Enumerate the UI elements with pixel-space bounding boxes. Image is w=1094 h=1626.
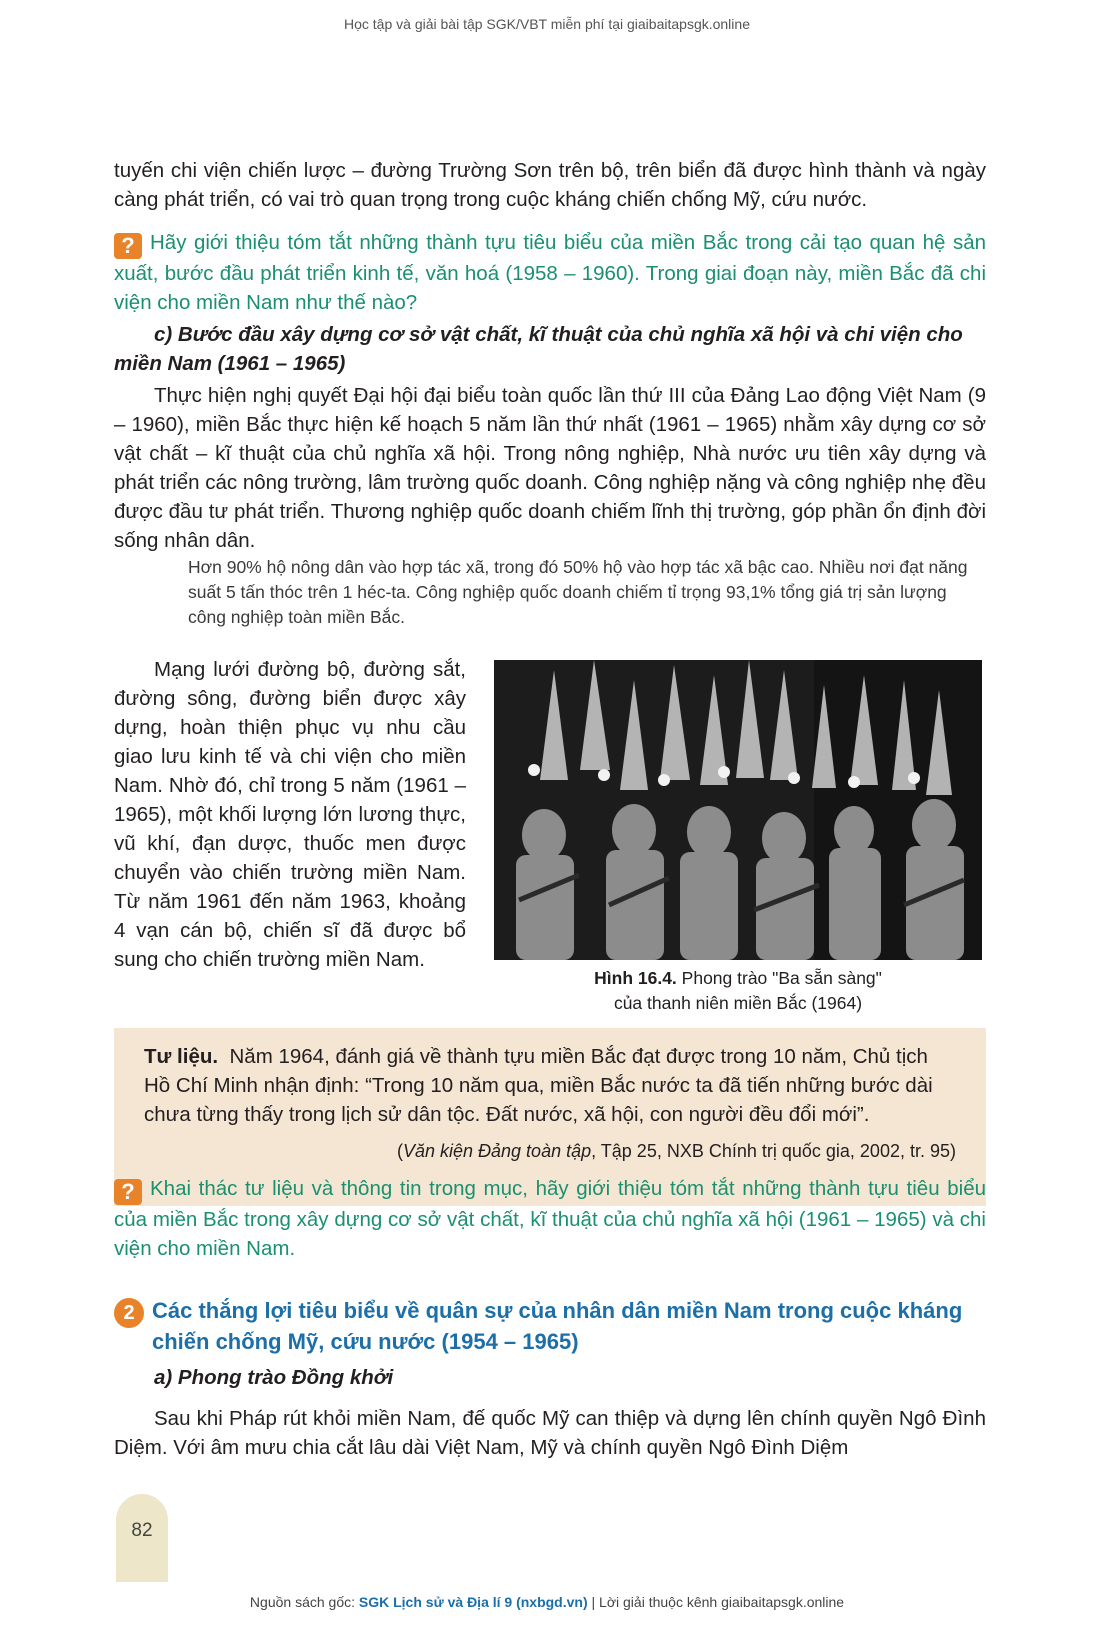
tu-lieu-text (144, 1042, 956, 1129)
question-2 (114, 1174, 986, 1263)
paragraph-a1: Sau khi Pháp rút khỏi miền Nam, đế quốc Mỹ can thiệp và dựng lên chính quyền Ngô Đình Diệm. Với âm mưu chia cắt lâu dài Việt Nam, Mỹ và chính quyền Ngô Đình Diệm (114, 1407, 986, 1459)
figure-caption-1: Phong trào "Ba sẵn sàng" (681, 968, 882, 988)
question-1 (114, 228, 986, 317)
subheading-c: c) Bước đầu xây dựng cơ sở vật chất, kĩ thuật của chủ nghĩa xã hội và chi viện cho miền Nam (1961 – 1965) (114, 323, 963, 375)
section-number: 2 (114, 1298, 144, 1328)
photo-ba-san-sang (494, 660, 982, 960)
question-icon: ? (114, 1179, 142, 1205)
photo-illustration (494, 660, 982, 960)
figure-caption (494, 966, 982, 1016)
statistics-note: Hơn 90% hộ nông dân vào hợp tác xã, trong đó 50% hộ vào hợp tác xã bậc cao. Nhiều nơi đạt năng suất 5 tấn thóc trên 1 héc-ta. Công nghiệp quốc doanh chiếm tỉ trọng 93,1% tổng giá trị sản lượng công nghiệp toàn miền Bắc. (188, 557, 968, 627)
tu-lieu-quote: Năm 1964, đánh giá về thành tựu miền Bắc đạt được trong 10 năm, Chủ tịch Hồ Chí Minh nhận định: “Trong 10 năm qua, miền Bắc nước ta đã tiến những bước dài chưa từng thấy trong lịch sử dân tộc. Đất nước, xã hội, con người đều đổi mới”. (144, 1045, 933, 1126)
page-footer: Nguồn sách gốc: SGK Lịch sử và Địa lí 9 (nxbgd.vn) | Lời giải thuộc kênh giaibaitapsgk.online (249, 1594, 845, 1610)
tu-lieu-source: (Văn kiện Đảng toàn tập, Tập 25, NXB Chính trị quốc gia, 2002, tr. 95) (396, 1141, 956, 1161)
question-icon: ? (114, 233, 142, 259)
paragraph-c1: Thực hiện nghị quyết Đại hội đại biểu toàn quốc lần thứ III của Đảng Lao động Việt Nam (9 – 1960), miền Bắc thực hiện kế hoạch 5 năm lần thứ nhất (1961 – 1965) nhằm xây dựng cơ sở vật chất – kĩ thuật của chủ nghĩa xã hội. Trong nông nghiệp, Nhà nước ưu tiên xây dựng và phát triển các nông trường, lâm trường quốc doanh. Công nghiệp nặng và công nghiệp nhẹ đều được đầu tư phát triển. Thương nghiệp quốc doanh chiếm lĩnh thị trường, góp phần ổn định đời sống nhân dân. (114, 384, 986, 552)
section-2-title: Các thắng lợi tiêu biểu về quân sự của nhân dân miền Nam trong cuộc kháng chiến chống Mỹ, cứu nước (1954 – 1965) (152, 1298, 963, 1354)
paragraph-c2: Mạng lưới đường bộ, đường sắt, đường sông, đường biển được xây dựng, hoàn thiện phục vụ nhu cầu giao lưu kinh tế và chi viện cho miền Nam. Nhờ đó, chỉ trong 5 năm (1961 – 1965), một khối lượng lớn lương thực, vũ khí, đạn dược, thuốc men được chuyển vào chiến trường miền Nam. Từ năm 1961 đến năm 1963, khoảng 4 vạn cán bộ, chiến sĩ đã được bổ sung cho chiến trường miền Nam. (114, 658, 466, 971)
page-number-tab (116, 1494, 168, 1582)
footer-book-link[interactable]: SGK Lịch sử và Địa lí 9 (nxbgd.vn) (358, 1594, 588, 1610)
intro-paragraph: tuyến chi viện chiến lược – đường Trường Sơn trên bộ, trên biển đã được hình thành và ngày càng phát triển, có vai trò quan trọng trong cuộc kháng chiến chống Mỹ, cứu nước. (114, 159, 986, 211)
figure-label: Hình 16.4. (594, 968, 677, 988)
tu-lieu-label: Tư liệu. (144, 1045, 219, 1068)
subheading-a: a) Phong trào Đồng khởi (154, 1366, 394, 1389)
page-header: Học tập và giải bài tập SGK/VBT miễn phí tại giaibaitapsgk.online (344, 16, 750, 32)
figure-caption-2: của thanh niên miền Bắc (1964) (613, 993, 863, 1013)
caption-line-1 (494, 966, 982, 991)
page-number: 82 (131, 1520, 153, 1541)
section-2-heading (114, 1295, 986, 1357)
question-2-text: Khai thác tư liệu và thông tin trong mục, hãy giới thiệu tóm tắt những thành tựu tiêu biểu của miền Bắc trong xây dựng cơ sở vật chất, kĩ thuật của chủ nghĩa xã hội (1961 – 1965) và chi viện cho miền Nam. (114, 1177, 986, 1260)
question-1-text: Hãy giới thiệu tóm tắt những thành tựu tiêu biểu của miền Bắc trong cải tạo quan hệ sản xuất, bước đầu phát triển kinh tế, văn hoá (1958 – 1960). Trong giai đoạn này, miền Bắc đã chi viện cho miền Nam như thế nào? (114, 231, 986, 314)
